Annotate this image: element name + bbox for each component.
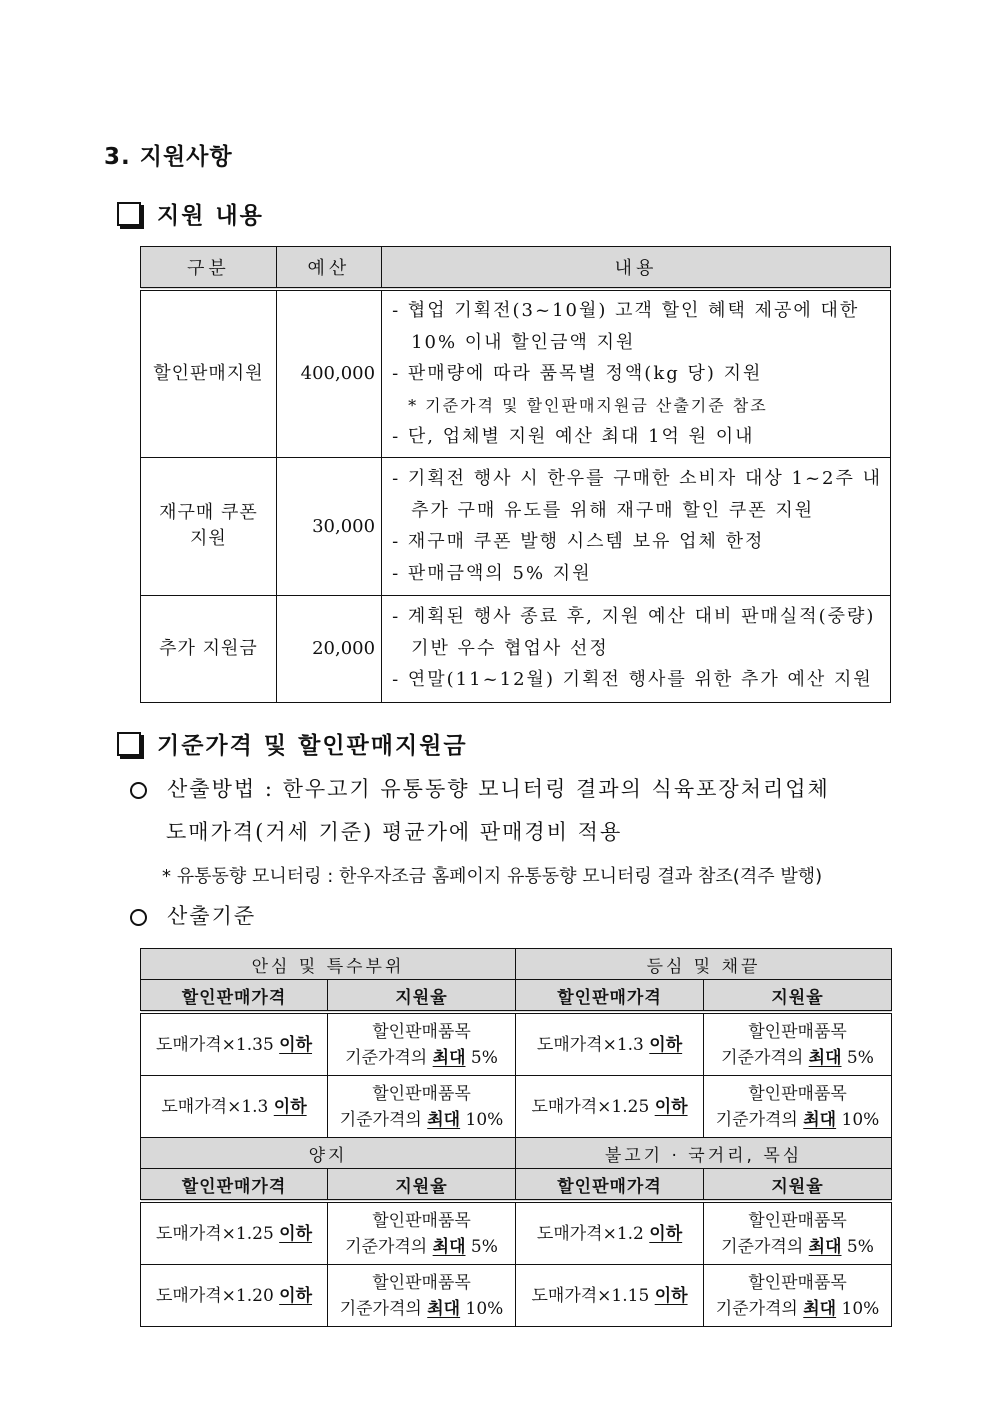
content-line: 추가 구매 유도를 위해 재구매 할인 쿠폰 지원 xyxy=(411,499,815,521)
content-line: - 판매금액의 5% 지원 xyxy=(392,562,592,584)
col-header-rate: 지원율 xyxy=(704,1169,892,1202)
group-name: 양지 xyxy=(141,1138,516,1169)
budget-cell: 20,000 xyxy=(276,595,381,702)
col-header-price: 할인판매가격 xyxy=(141,1169,328,1202)
subsection-price-criteria xyxy=(117,727,468,760)
rate-cell: 할인판매품목 기준가격의 최대 10% xyxy=(328,1265,516,1327)
category-cell: 할인판매지원 xyxy=(141,289,277,457)
content-cell xyxy=(382,457,891,595)
col-header-price: 할인판매가격 xyxy=(516,1169,704,1202)
price-cell: 도매가격×1.3 이하 xyxy=(516,1012,704,1076)
table-header-row xyxy=(141,247,891,290)
group-row xyxy=(141,1138,892,1169)
price-cell: 도매가격×1.3 이하 xyxy=(141,1076,328,1138)
header-content: 내용 xyxy=(382,247,891,290)
content-line: - 단, 업체별 지원 예산 최대 1억 원 이내 xyxy=(392,426,755,447)
group-name: 불고기 · 국거리, 목심 xyxy=(516,1138,892,1169)
content-line: - 기획전 행사 시 한우를 구매한 소비자 대상 1~2주 내 xyxy=(392,468,882,489)
subsection-support-content xyxy=(117,197,264,230)
col-header-rate: 지원율 xyxy=(704,980,892,1013)
column-header-row xyxy=(141,980,892,1013)
method-note: * 유통동향 모니터링 : 한우자조금 홈페이지 유통동향 모니터링 결과 참조(격주 발행) xyxy=(162,866,823,887)
category-cell xyxy=(141,457,277,595)
price-cell: 도매가격×1.35 이하 xyxy=(141,1012,328,1076)
price-cell: 도매가격×1.20 이하 xyxy=(141,1265,328,1327)
subsection-title: 기준가격 및 할인판매지원금 xyxy=(157,733,468,759)
budget-cell: 400,000 xyxy=(276,289,381,457)
rate-cell: 할인판매품목 기준가격의 최대 5% xyxy=(704,1201,892,1265)
table-row xyxy=(141,595,891,702)
content-line: - 판매량에 따라 품목별 정액(kg 당) 지원 xyxy=(392,363,763,384)
rate-cell: 할인판매품목 기준가격의 최대 10% xyxy=(704,1265,892,1327)
section-title: 3. 지원사항 xyxy=(104,144,233,170)
content-note: * 기준가격 및 할인판매지원금 산출기준 참조 xyxy=(408,395,768,415)
rate-cell: 할인판매품목 기준가격의 최대 5% xyxy=(704,1012,892,1076)
content-cell xyxy=(382,595,891,702)
method-bullet xyxy=(130,773,830,803)
category-cell: 추가 지원금 xyxy=(141,595,277,702)
header-category: 구분 xyxy=(141,247,277,290)
table-row xyxy=(141,1076,892,1138)
budget-cell: 30,000 xyxy=(276,457,381,595)
criteria-bullet xyxy=(130,900,256,930)
rate-cell: 할인판매품목 기준가격의 최대 10% xyxy=(704,1076,892,1138)
price-cell: 도매가격×1.15 이하 xyxy=(516,1265,704,1327)
col-header-rate: 지원율 xyxy=(328,1169,516,1202)
support-content-table xyxy=(140,246,891,703)
col-header-price: 할인판매가격 xyxy=(516,980,704,1013)
method-text: 산출방법 : 한우고기 유통동향 모니터링 결과의 식육포장처리업체 xyxy=(167,777,830,801)
group-name: 안심 및 특수부위 xyxy=(141,949,516,980)
content-line: 기반 우수 협업사 선정 xyxy=(411,637,609,659)
category-line: 재구매 쿠폰 xyxy=(159,502,258,523)
price-cell: 도매가격×1.25 이하 xyxy=(516,1076,704,1138)
checkbox-square-icon xyxy=(117,732,141,756)
circle-bullet-icon xyxy=(130,782,147,799)
rate-cell: 할인판매품목 기준가격의 최대 10% xyxy=(328,1076,516,1138)
table-row xyxy=(141,289,891,457)
header-budget: 예산 xyxy=(276,247,381,290)
content-line: - 협업 기획전(3~10월) 고객 할인 혜택 제공에 대한 xyxy=(392,300,860,321)
subsection-title: 지원 내용 xyxy=(157,203,264,229)
content-cell xyxy=(382,289,891,457)
circle-bullet-icon xyxy=(130,909,147,926)
col-header-price: 할인판매가격 xyxy=(141,980,328,1013)
rate-cell: 할인판매품목 기준가격의 최대 5% xyxy=(328,1201,516,1265)
content-line: 10% 이내 할인금액 지원 xyxy=(411,331,636,353)
price-criteria-table xyxy=(140,948,892,1327)
group-row xyxy=(141,949,892,980)
method-continuation: 도매가격(거세 기준) 평균가에 판매경비 적용 xyxy=(166,820,623,844)
column-header-row xyxy=(141,1169,892,1202)
category-line: 지원 xyxy=(190,528,227,549)
price-cell: 도매가격×1.2 이하 xyxy=(516,1201,704,1265)
table-row xyxy=(141,1201,892,1265)
table-row xyxy=(141,457,891,595)
table-row xyxy=(141,1012,892,1076)
content-line: - 계획된 행사 종료 후, 지원 예산 대비 판매실적(중량) xyxy=(392,606,876,628)
rate-cell: 할인판매품목 기준가격의 최대 5% xyxy=(328,1012,516,1076)
price-cell: 도매가격×1.25 이하 xyxy=(141,1201,328,1265)
col-header-rate: 지원율 xyxy=(328,980,516,1013)
checkbox-square-icon xyxy=(117,202,141,226)
content-line: - 연말(11~12월) 기획전 행사를 위한 추가 예산 지원 xyxy=(392,669,873,691)
content-line: - 재구매 쿠폰 발행 시스템 보유 업체 한정 xyxy=(392,531,765,552)
criteria-label: 산출기준 xyxy=(167,904,257,928)
table-row xyxy=(141,1265,892,1327)
group-name: 등심 및 채끝 xyxy=(516,949,892,980)
